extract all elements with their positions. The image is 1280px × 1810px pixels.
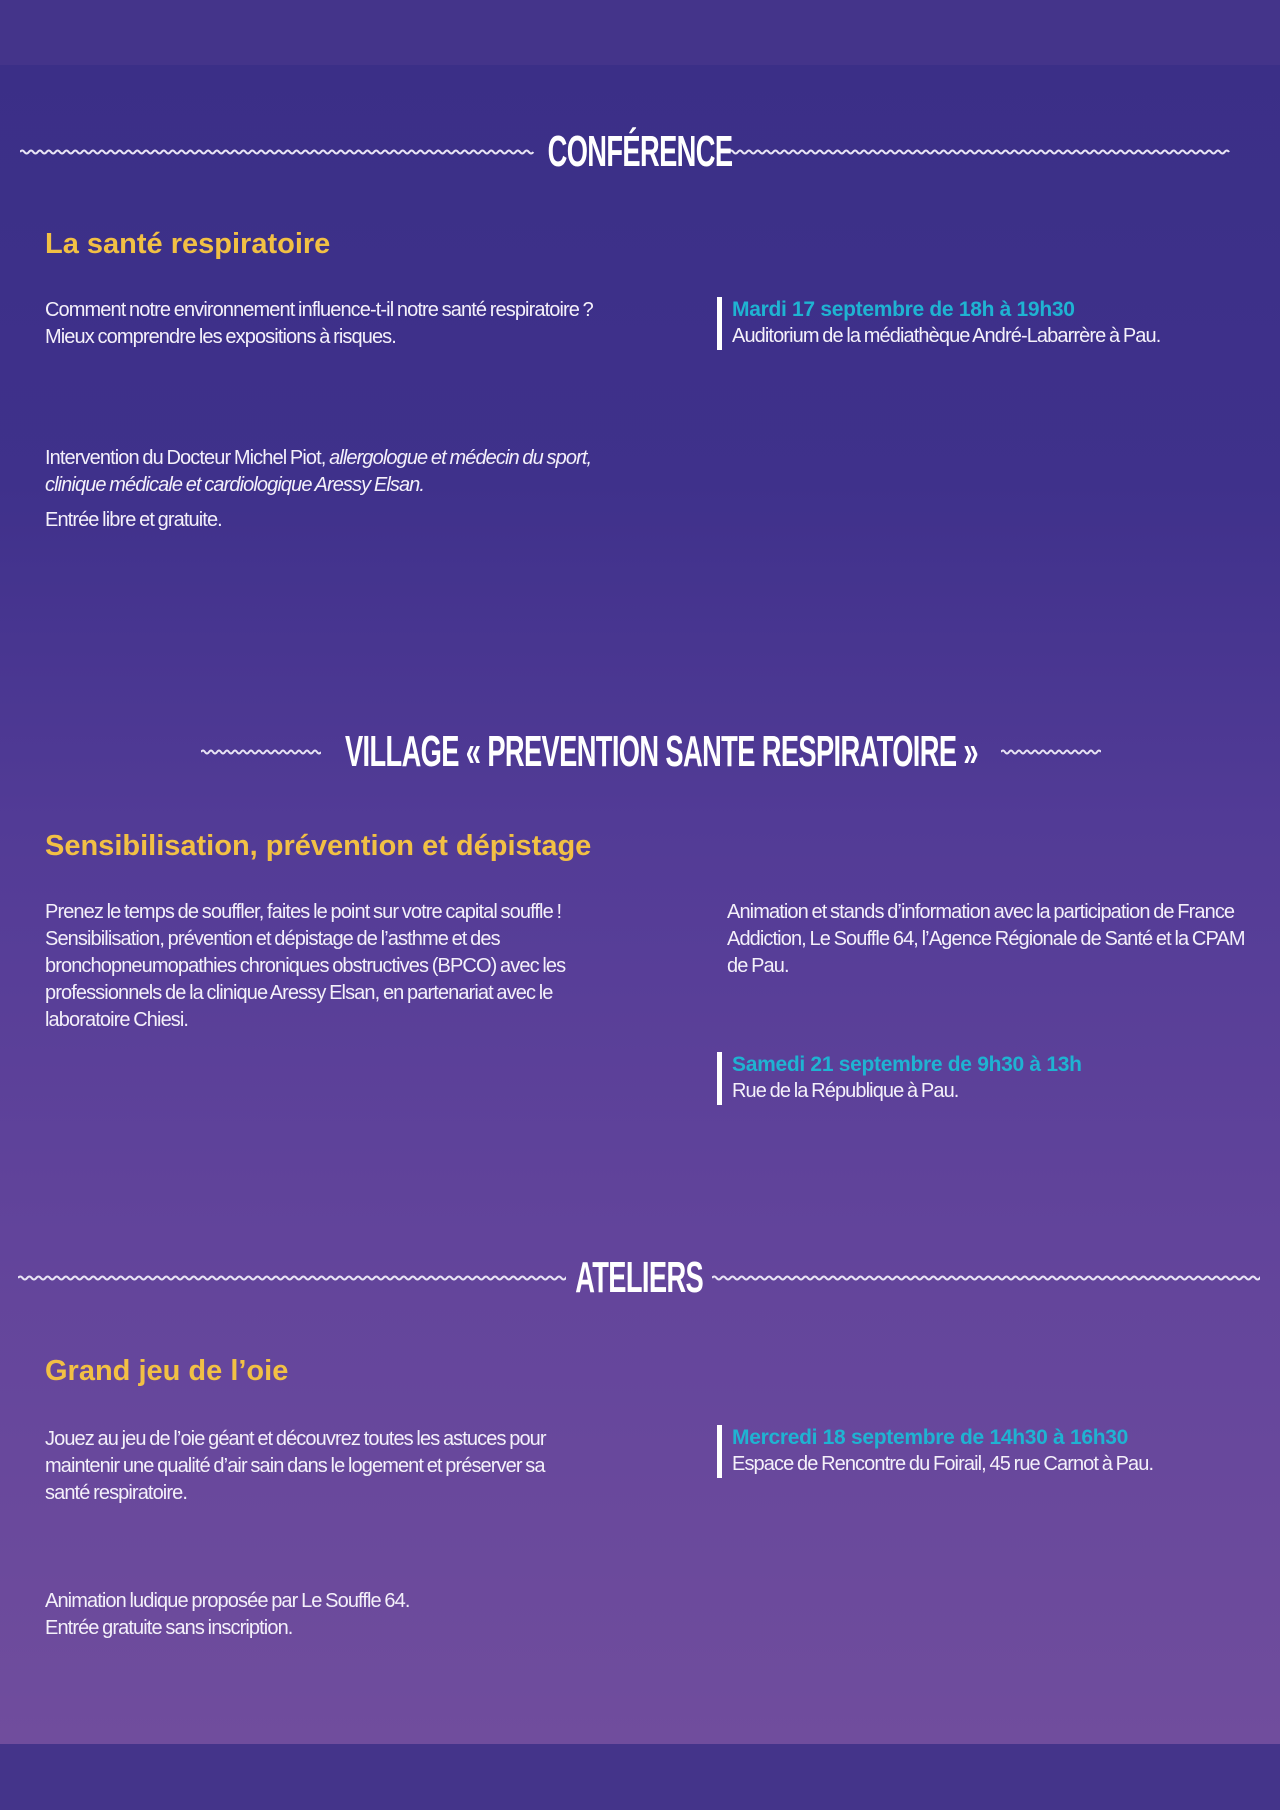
- wave-divider-right: [712, 1274, 1260, 1282]
- event-date: Samedi 21 septembre de 9h30 à 13h: [732, 1053, 1082, 1076]
- section-title-text: VILLAGE « PREVENTION SANTE RESPIRATOIRE »: [344, 727, 978, 776]
- bottom-band: [0, 1744, 1280, 1810]
- paragraph-intervention: [45, 445, 605, 499]
- subtitle-sensibilisation: Sensibilisation, prévention et dépistage: [45, 830, 592, 862]
- wave-divider-left: [201, 748, 321, 756]
- event-info-ateliers: [717, 1425, 1272, 1478]
- wave-divider-right: [729, 148, 1260, 156]
- paragraph: Animation et stands d’information avec la participation de France Addiction, Le Souffle 64, l’Agence Régionale de Santé et la CPAM de Pau.: [727, 901, 1245, 977]
- ateliers-organizer: [45, 1588, 605, 1642]
- wave-divider-left: [18, 1274, 566, 1282]
- conference-description: [45, 297, 605, 351]
- event-place: Espace de Rencontre du Foirail, 45 rue Carnot à Pau.: [732, 1453, 1154, 1475]
- top-band: [0, 0, 1280, 65]
- village-description: [45, 899, 625, 1034]
- event-date: Mercredi 18 septembre de 14h30 à 16h30: [732, 1426, 1128, 1449]
- wave-divider-right: [1001, 748, 1101, 756]
- section-title-conference: [0, 122, 1280, 182]
- section-title-text: CONFÉRENCE: [547, 127, 733, 176]
- subtitle-jeu-de-l-oie: Grand jeu de l’oie: [45, 1355, 289, 1387]
- section-title-village: [0, 722, 1280, 782]
- event-date: Mardi 17 septembre de 18h à 19h30: [732, 298, 1075, 321]
- ateliers-description: [45, 1426, 575, 1507]
- intervention-prefix: Intervention du Docteur Michel Piot,: [45, 447, 330, 469]
- conference-intervention: [45, 445, 605, 534]
- paragraph-entry: Entrée libre et gratuite.: [45, 509, 222, 531]
- paragraph: Comment notre environnement influence-t-il notre santé respiratoire ? Mieux comprendre les expositions à risques.: [45, 299, 593, 348]
- section-title-text: ATELIERS: [575, 1253, 703, 1302]
- subtitle-sante-respiratoire: La santé respiratoire: [45, 228, 331, 260]
- paragraph: Prenez le temps de souffler, faites le point sur votre capital souffle ! Sensibilisation, prévention et dépistage de l’asthme et des bronchopneumopathies chroniques obstructives (BPCO) avec les professionnels de la clinique Aressy Elsan, en partenariat avec le laboratoire Chiesi.: [45, 901, 566, 1031]
- event-place: Auditorium de la médiathèque André-Labarrère à Pau.: [732, 325, 1161, 347]
- village-partners: [727, 899, 1267, 980]
- section-title-ateliers: [0, 1248, 1280, 1308]
- event-info-conference: [717, 297, 1272, 350]
- intervention-role: allergologue et médecin du sport, clinique médicale et cardiologique Aressy Elsan.: [45, 447, 592, 496]
- event-place: Rue de la République à Pau.: [732, 1080, 959, 1102]
- paragraph: Jouez au jeu de l’oie géant et découvrez toutes les astuces pour maintenir une qualité d’air sain dans le logement et préserver sa santé respiratoire.: [45, 1428, 546, 1504]
- paragraph: Animation ludique proposée par Le Souffle 64.: [45, 1590, 410, 1612]
- event-info-village: [717, 1052, 1272, 1105]
- wave-divider-left: [20, 148, 551, 156]
- paragraph: Entrée gratuite sans inscription.: [45, 1617, 293, 1639]
